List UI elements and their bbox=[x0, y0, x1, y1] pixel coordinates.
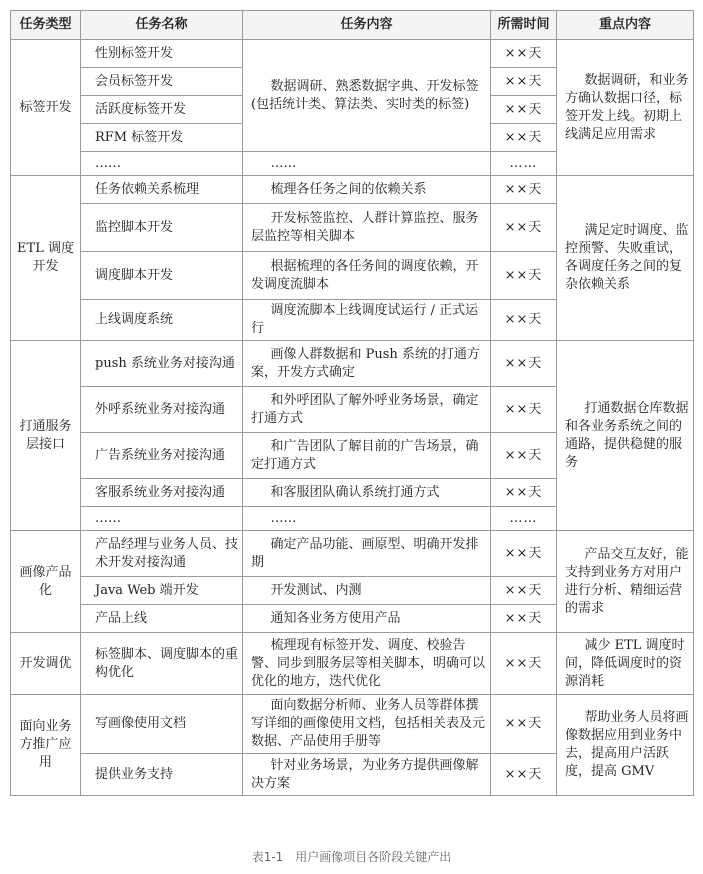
task-name-cell: 调度脚本开发 bbox=[81, 252, 243, 300]
task-name-cell: 活跃度标签开发 bbox=[81, 96, 243, 124]
table-caption: 表1-1 用户画像项目各阶段关键产出 bbox=[251, 850, 452, 864]
task-content-cell bbox=[243, 204, 491, 252]
task-content-cell bbox=[243, 695, 491, 754]
task-content-cell bbox=[243, 176, 491, 204]
time-cell: ××天 bbox=[491, 754, 557, 796]
focus-cell bbox=[557, 176, 694, 341]
time-cell: ××天 bbox=[491, 633, 557, 695]
task-name-cell: 产品经理与业务人员、技术开发对接沟通 bbox=[81, 531, 243, 577]
time-cell: ××天 bbox=[491, 252, 557, 300]
task-content-text: 开发标签监控、人群计算监控、服务层监控等相关脚本 bbox=[251, 210, 479, 244]
table-row bbox=[11, 40, 694, 68]
table-header-row bbox=[11, 11, 694, 40]
task-content-text: 和外呼团队了解外呼业务场景，确定打通方式 bbox=[251, 392, 479, 426]
focus-cell bbox=[557, 633, 694, 695]
task-name-cell: 客服系统业务对接沟通 bbox=[81, 479, 243, 507]
task-name-cell: 任务依赖关系梳理 bbox=[81, 176, 243, 204]
task-content-cell bbox=[243, 40, 491, 152]
task-name-cell: Java Web 端开发 bbox=[81, 577, 243, 605]
task-content-cell bbox=[243, 479, 491, 507]
task-content-text: 针对业务场景，为业务方提供画像解决方案 bbox=[251, 757, 479, 791]
time-cell: ××天 bbox=[491, 433, 557, 479]
task-content-cell bbox=[243, 433, 491, 479]
task-content-text: 数据调研、熟悉数据字典、开发标签(包括统计类、算法类、实时类的标签) bbox=[251, 78, 479, 112]
task-name-cell: 产品上线 bbox=[81, 605, 243, 633]
task-name-cell: 监控脚本开发 bbox=[81, 204, 243, 252]
task-content-text: 和客服团队确认系统打通方式 bbox=[270, 484, 440, 500]
task-name-cell: 会员标签开发 bbox=[81, 68, 243, 96]
task-content-cell bbox=[243, 633, 491, 695]
time-cell: ××天 bbox=[491, 577, 557, 605]
table-row bbox=[11, 633, 694, 695]
task-content-text: 开发测试、内测 bbox=[270, 582, 362, 598]
task-content-text: 确定产品功能、画原型、明确开发排期 bbox=[251, 536, 479, 570]
time-cell: …… bbox=[491, 507, 557, 531]
focus-text: 产品交互友好，能支持到业务方对用户进行分析、精细运营的需求 bbox=[565, 546, 689, 616]
focus-cell bbox=[557, 341, 694, 531]
focus-cell bbox=[557, 695, 694, 796]
time-cell: ××天 bbox=[491, 387, 557, 433]
task-content-cell bbox=[243, 577, 491, 605]
focus-cell bbox=[557, 40, 694, 176]
task-content-text: …… bbox=[270, 155, 297, 171]
focus-text: 帮助业务人员将画像数据应用到业务中去，提高用户活跃度，提高 GMV bbox=[565, 710, 689, 779]
task-content-cell bbox=[243, 152, 491, 176]
header-task-type: 任务类型 bbox=[11, 11, 81, 40]
task-name-cell: …… bbox=[81, 152, 243, 176]
table-row bbox=[11, 695, 694, 754]
task-content-cell bbox=[243, 605, 491, 633]
task-content-text: 和广告团队了解目前的广告场景，确定打通方式 bbox=[251, 438, 479, 472]
task-type-cell: 打通服务层接口 bbox=[11, 341, 81, 531]
task-name-cell: push 系统业务对接沟通 bbox=[81, 341, 243, 387]
focus-text: 减少 ETL 调度时间，降低调度时的资源消耗 bbox=[565, 637, 685, 689]
task-type-cell: 面向业务方推广应用 bbox=[11, 695, 81, 796]
time-cell: ××天 bbox=[491, 695, 557, 754]
task-name-cell: 外呼系统业务对接沟通 bbox=[81, 387, 243, 433]
task-name-cell: 广告系统业务对接沟通 bbox=[81, 433, 243, 479]
table-body bbox=[11, 40, 694, 796]
time-cell: ××天 bbox=[491, 176, 557, 204]
focus-text: 满足定时调度、监控预警、失败重试，各调度任务之间的复杂依赖关系 bbox=[565, 223, 689, 292]
time-cell: ××天 bbox=[491, 68, 557, 96]
task-content-text: 面向数据分析师、业务人员等群体撰写详细的画像使用文档，包括相关表及元数据、产品使用手册等 bbox=[251, 698, 486, 749]
focus-text: 打通数据仓库数据和各业务系统之间的通路，提供稳健的服务 bbox=[565, 400, 689, 470]
task-name-cell: 写画像使用文档 bbox=[81, 695, 243, 754]
task-name-cell: 上线调度系统 bbox=[81, 300, 243, 341]
stage-output-table bbox=[10, 10, 694, 796]
table-row bbox=[11, 176, 694, 204]
task-content-cell bbox=[243, 341, 491, 387]
task-content-text: 调度流脚本上线调度试运行 / 正式运行 bbox=[251, 303, 479, 336]
task-type-cell: 画像产品化 bbox=[11, 531, 81, 633]
focus-cell bbox=[557, 531, 694, 633]
task-content-text: 根据梳理的各任务间的调度依赖，开发调度流脚本 bbox=[251, 258, 479, 292]
task-content-cell bbox=[243, 252, 491, 300]
task-content-text: 通知各业务方使用产品 bbox=[270, 610, 401, 626]
header-task-name: 任务名称 bbox=[81, 11, 243, 40]
time-cell: ××天 bbox=[491, 300, 557, 341]
task-name-cell: 标签脚本、调度脚本的重构优化 bbox=[81, 633, 243, 695]
task-content-text: 梳理现有标签开发、调度、校验告警、同步到服务层等相关脚本，明确可以优化的地方，迭代优化 bbox=[251, 637, 486, 689]
task-content-text: 画像人群数据和 Push 系统的打通方案，开发方式确定 bbox=[251, 346, 480, 380]
time-cell: …… bbox=[491, 152, 557, 176]
task-name-cell: …… bbox=[81, 507, 243, 531]
header-time: 所需时间 bbox=[491, 11, 557, 40]
task-content-text: …… bbox=[270, 510, 297, 526]
focus-text: 数据调研，和业务方确认数据口径，标签开发上线。初期上线满足应用需求 bbox=[565, 72, 689, 142]
task-type-cell: 开发调优 bbox=[11, 633, 81, 695]
task-name-cell: 性别标签开发 bbox=[81, 40, 243, 68]
time-cell: ××天 bbox=[491, 531, 557, 577]
task-content-cell bbox=[243, 754, 491, 796]
time-cell: ××天 bbox=[491, 204, 557, 252]
header-focus: 重点内容 bbox=[557, 11, 694, 40]
task-name-cell: 提供业务支持 bbox=[81, 754, 243, 796]
header-task-content: 任务内容 bbox=[243, 11, 491, 40]
task-content-cell bbox=[243, 531, 491, 577]
task-name-cell: RFM 标签开发 bbox=[81, 124, 243, 152]
task-content-cell bbox=[243, 507, 491, 531]
task-content-text: 梳理各任务之间的依赖关系 bbox=[270, 181, 427, 197]
task-type-cell: ETL 调度开发 bbox=[11, 176, 81, 341]
task-type-cell: 标签开发 bbox=[11, 40, 81, 176]
table-row bbox=[11, 341, 694, 387]
table-row bbox=[11, 531, 694, 577]
time-cell: ××天 bbox=[491, 605, 557, 633]
task-content-cell bbox=[243, 300, 491, 341]
time-cell: ××天 bbox=[491, 124, 557, 152]
task-content-cell bbox=[243, 387, 491, 433]
time-cell: ××天 bbox=[491, 479, 557, 507]
time-cell: ××天 bbox=[491, 96, 557, 124]
time-cell: ××天 bbox=[491, 341, 557, 387]
time-cell: ××天 bbox=[491, 40, 557, 68]
